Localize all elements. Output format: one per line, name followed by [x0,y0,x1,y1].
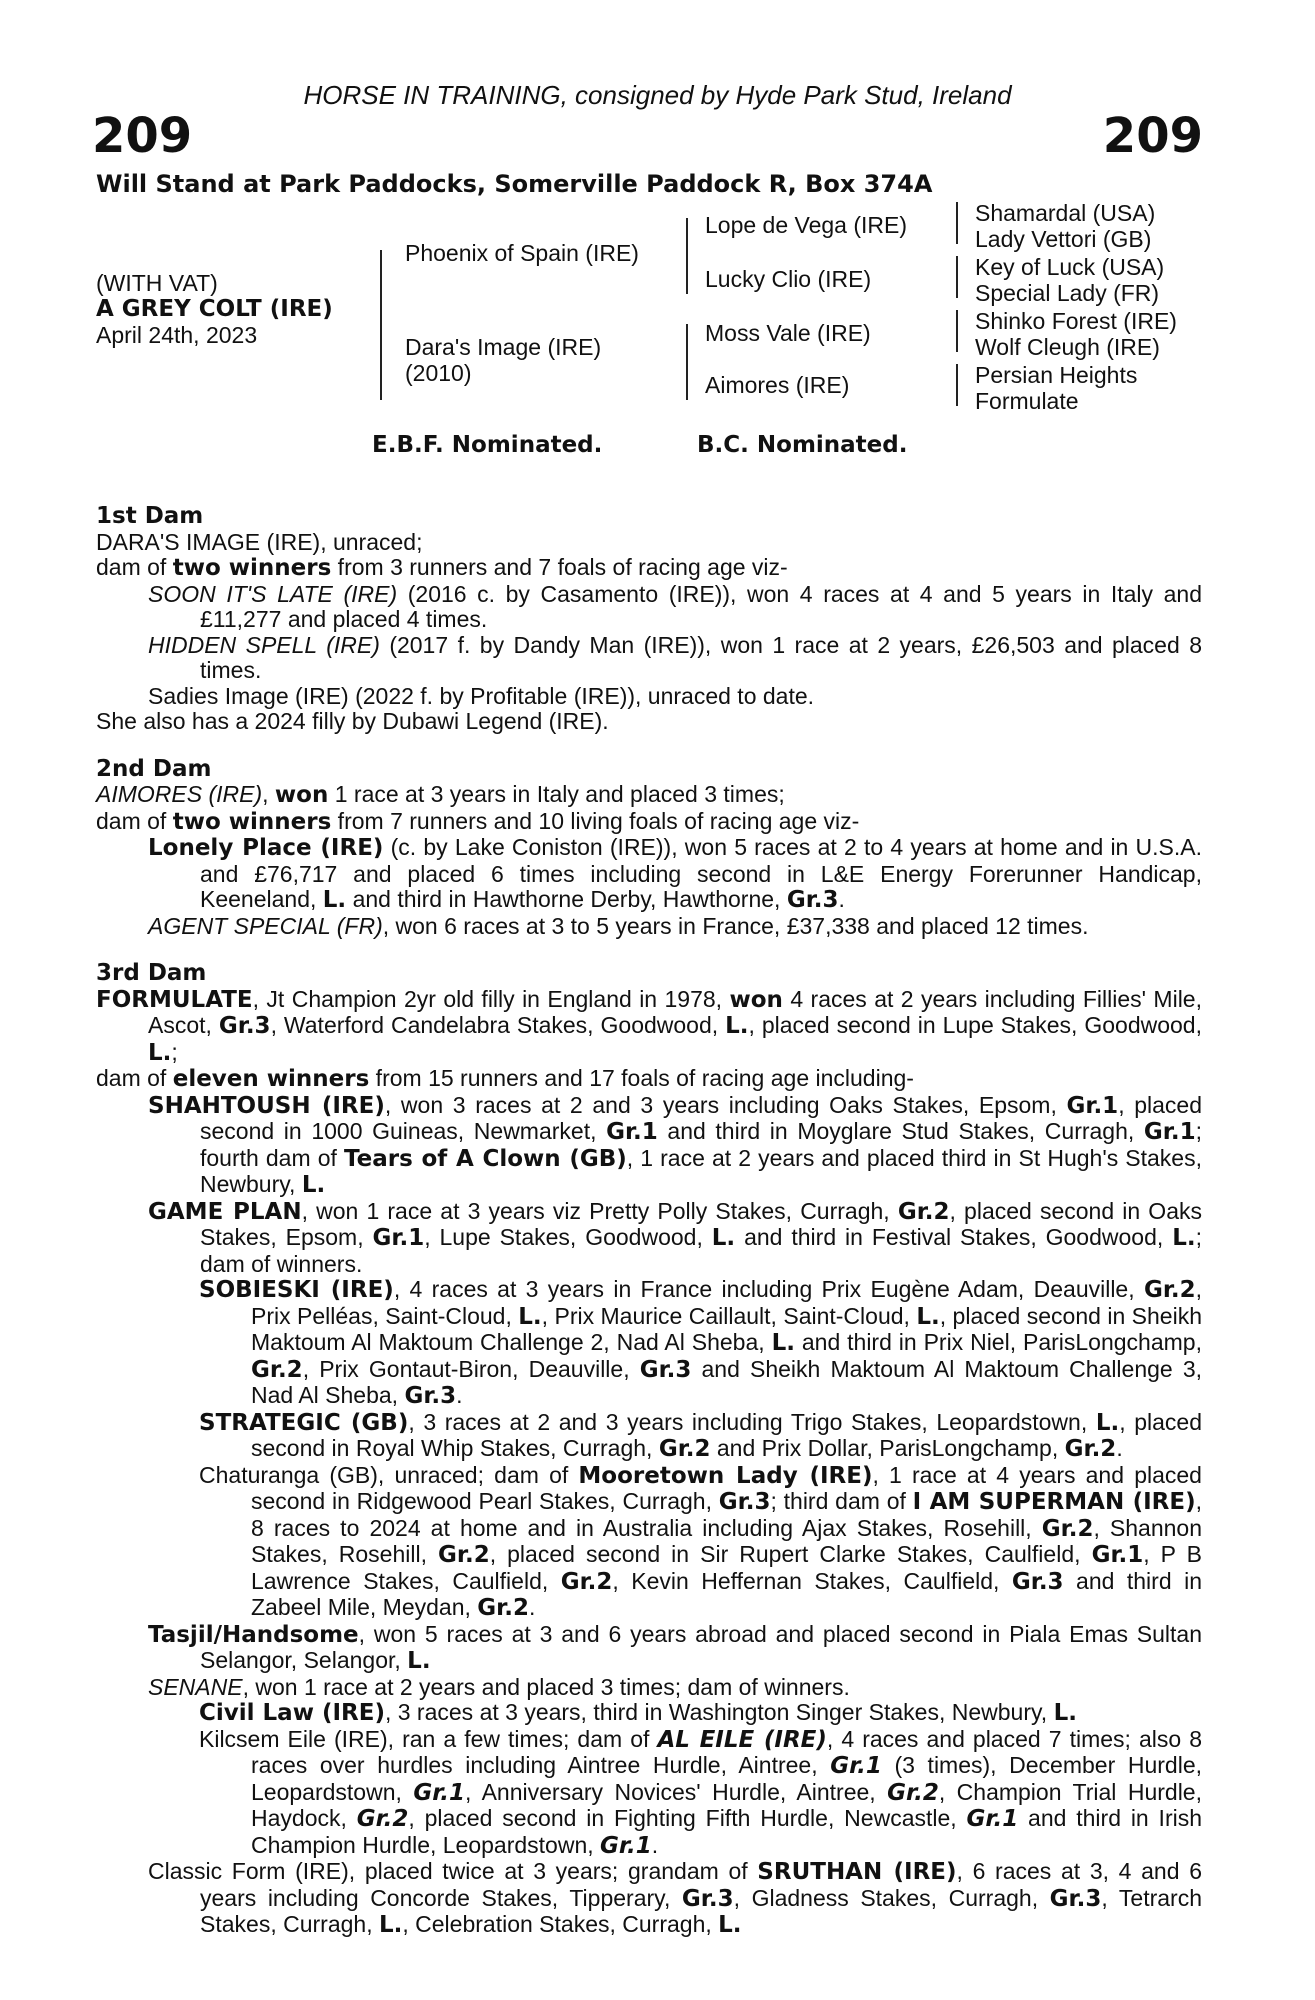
progeny-sobieski: SOBIESKI (IRE), 4 races at 3 years in France including Prix Eugène Adam, Deauville, Gr.2, Prix Pelléas, Saint-Cloud, L., Prix Maurice Caillault, Saint-Cloud, L., placed second in Sheikh Maktoum Al Maktoum Challenge 2, Nad Al Sheba, L. and third in Prix Niel, ParisLongchamp, Gr.2, Prix Gontaut-Biron, Deauville, Gr.3 and Sheikh Maktoum Al Maktoum Challenge 3, Nad Al Sheba, Gr.3. [199,1276,1203,1409]
third-dam-dam-of: dam of eleven winners from 15 runners and 17 foals of racing age including- [96,1065,914,1092]
lot-number-right: 209 [1102,108,1203,164]
gen3-4: Shinko Forest (IRE) [975,308,1177,334]
pedigree-brace-7 [956,364,958,406]
dam-dam: Aimores (IRE) [705,372,850,398]
first-dam-foal-note: She also has a 2024 filly by Dubawi Legend (IRE). [96,708,609,734]
first-dam-progeny-3: Sadies Image (IRE) (2022 f. by Profitable (IRE)), unraced to date. [148,682,815,709]
third-dam-name: FORMULATE, Jt Champion 2yr old filly in England in 1978, won 4 races at 2 years including Fillies' Mile, Ascot, Gr.3, Waterford Candelabra Stakes, Goodwood, L., placed second in Lupe Stakes, Goodwood, L.; [96,985,1202,1066]
progeny-strategic: STRATEGIC (GB), 3 races at 2 and 3 years including Trigo Stakes, Leopardstown, L., placed second in Royal Whip Stakes, Curragh, Gr.2 and Prix Dollar, ParisLongchamp, Gr.2. [199,1408,1202,1462]
gen3-1: Lady Vettori (GB) [975,226,1152,252]
progeny-senane: SENANE, won 1 race at 2 years and placed 3 times; dam of winners. [148,1673,850,1700]
first-dam-progeny-1: SOON IT'S LATE (IRE) (2016 c. by Casamento (IRE)), won 4 races at 4 and 5 years in Italy and £11,277 and placed 4 times. [148,580,1202,632]
progeny-classic-form: Classic Form (IRE), placed twice at 3 years; grandam of SRUTHAN (IRE), 6 races at 3, 4 and 6 years including Concorde Stakes, Tipperary, Gr.3, Gladness Stakes, Curragh, Gr.3, Tetrarch Stakes, Curragh, L., Celebration Stakes, Curragh, L. [148,1858,1202,1938]
vat-note: (WITH VAT) [96,270,218,296]
gen3-6: Persian Heights [975,362,1138,388]
pedigree-brace-5 [956,256,958,298]
second-dam-progeny-2: AGENT SPECIAL (FR), won 6 races at 3 to 5 years in France, £37,338 and placed 12 times. [148,912,1089,939]
pedigree-brace-4 [956,202,958,244]
sire-dam: Lucky Clio (IRE) [705,266,872,292]
dam-sire: Moss Vale (IRE) [705,320,871,346]
progeny-tasjil: Tasjil/Handsome, won 5 races at 3 and 6 years abroad and placed second in Piala Emas Sultan Selangor, Selangor, L. [148,1620,1202,1674]
sire: Phoenix of Spain (IRE) [405,240,639,266]
progeny-civil-law: Civil Law (IRE), 3 races at 3 years, third in Washington Singer Stakes, Newbury, L. [199,1699,1077,1726]
first-dam-title: 1st Dam [96,503,204,529]
third-dam-title: 3rd Dam [96,960,207,986]
gen3-7: Formulate [975,388,1079,414]
catalogue-body [96,482,1202,1939]
pedigree-brace-6 [956,310,958,352]
foaled-date: April 24th, 2023 [96,322,258,348]
progeny-shahtoush: SHAHTOUSH (IRE), won 3 races at 2 and 3 years including Oaks Stakes, Epsom, Gr.1, placed second in 1000 Guineas, Newmarket, Gr.1 and third in Moyglare Stud Stakes, Curragh, Gr.1; fourth dam of Tears of A Clown (GB), 1 race at 2 years and placed third in St Hugh's Stakes, Newbury, L. [148,1091,1203,1198]
second-dam-title: 2nd Dam [96,755,212,782]
dam-year: (2010) [405,360,472,386]
ebf-nominated: E.B.F. Nominated. [372,432,603,458]
horse-name: A GREY COLT (IRE) [96,296,333,322]
gen3-5: Wolf Cleugh (IRE) [975,334,1160,360]
gen3-3: Special Lady (FR) [975,280,1160,306]
pedigree-brace-1 [380,250,382,400]
stand-info: Will Stand at Park Paddocks, Somerville Paddock R, Box 374A [96,170,933,198]
progeny-chaturanga: Chaturanga (GB), unraced; dam of Mooretown Lady (IRE), 1 race at 4 years and placed second in Ridgewood Pearl Stakes, Curragh, Gr.3; third dam of I AM SUPERMAN (IRE), 8 races to 2024 at home and in Australia including Ajax Stakes, Rosehill, Gr.2, Shannon Stakes, Rosehill, Gr.2, placed second in Sir Rupert Clarke Stakes, Caulfield, Gr.1, P B Lawrence Stakes, Caulfield, Gr.2, Kevin Heffernan Stakes, Caulfield, Gr.3 and third in Zabeel Mile, Meydan, Gr.2. [199,1461,1203,1621]
first-dam-dam-of: dam of two winners from 3 runners and 7 foals of racing age viz- [96,554,788,581]
gen3-2: Key of Luck (USA) [975,254,1165,280]
lot-number-left: 209 [92,108,193,164]
bc-nominated: B.C. Nominated. [697,432,908,458]
second-dam-progeny-1: Lonely Place (IRE) (c. by Lake Coniston (IRE)), won 5 races at 2 to 4 years at home and in U.S.A. and £76,717 and placed 6 times including second in L&E Energy Forerunner Handicap, Keeneland, L. and third in Hawthorne Derby, Hawthorne, Gr.3. [148,834,1202,913]
pedigree-brace-3 [686,324,688,400]
first-dam-progeny-2: HIDDEN SPELL (IRE) (2017 f. by Dandy Man (IRE)), won 1 race at 2 years, £26,503 and placed 8 times. [148,631,1202,683]
pedigree-brace-2 [686,218,688,294]
first-dam-name: DARA'S IMAGE (IRE), unraced; [96,528,423,555]
sire-sire: Lope de Vega (IRE) [705,212,908,238]
dam: Dara's Image (IRE) [405,334,602,360]
progeny-game-plan: GAME PLAN, won 1 race at 3 years viz Pretty Polly Stakes, Curragh, Gr.2, placed second in Oaks Stakes, Epsom, Gr.1, Lupe Stakes, Goodwood, L. and third in Festival Stakes, Goodwood, L.; dam of winners. [148,1197,1202,1277]
consignment-line: HORSE IN TRAINING, consigned by Hyde Park Stud, Ireland [303,80,1012,110]
gen3-0: Shamardal (USA) [975,200,1156,226]
progeny-kilcsem-eile: Kilcsem Eile (IRE), ran a few times; dam of AL EILE (IRE), 4 races and placed 7 times; also 8 races over hurdles including Aintree Hurdle, Aintree, Gr.1 (3 times), December Hurdle, Leopardstown, Gr.1, Anniversary Novices' Hurdle, Aintree, Gr.2, Champion Trial Hurdle, Haydock, Gr.2, placed second in Fighting Fifth Hurdle, Newcastle, Gr.1 and third in Irish Champion Hurdle, Leopardstown, Gr.1. [199,1725,1203,1859]
second-dam-name: AIMORES (IRE), won 1 race at 3 years in Italy and placed 3 times; [96,781,785,808]
second-dam-dam-of: dam of two winners from 7 runners and 10 living foals of racing age viz- [96,807,860,835]
